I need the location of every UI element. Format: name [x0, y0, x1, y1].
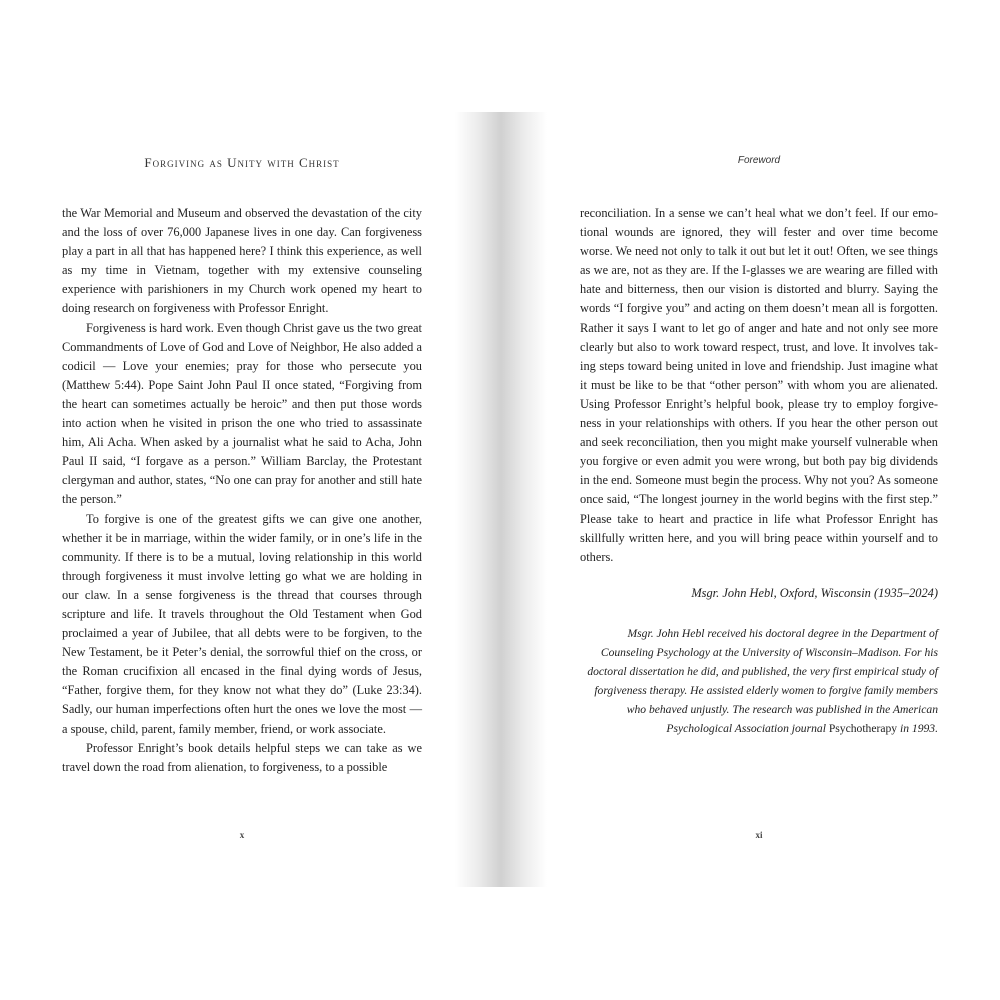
author-signature: Msgr. John Hebl, Oxford, Wisconsin (1935–2024): [691, 586, 938, 600]
journal-title: Psychotherapy: [828, 722, 898, 736]
paragraph: Professor Enright’s book details helpful steps we can take as we travel down the road from alienation, to forgiveness, to a possible: [62, 740, 422, 774]
right-page-body: [580, 204, 938, 567]
page-number-left: x: [239, 830, 245, 840]
left-page-body: [62, 204, 422, 777]
bio-text: Msgr. John Hebl received his doctoral degree in the Department of Counseling Psychology at the University of Wisconsin–Madison. For his doctoral dissertation he did, and published, the very first empirical study of forgiveness therapy. He assisted elderly women to forgive family members who behaved unjustly. The research was published in the American Psychological Association journal: [587, 627, 938, 736]
paragraph: reconciliation. In a sense we can’t heal what we don’t feel. If our emotional wounds are ignored, they will fester and over time become worse. We need not only to talk it out but let it out! Often, we see things as we are, not as they are. If the I-glasses we are wearing are filled with hate and bitterness, then our vision is distorted and blurry. Saying the words “I forgive you” and acting on them doesn’t mean all is forgotten. Rather it says I want to let go of anger and hate and not only see more clearly but also to work toward respect, trust, and love. It involves taking steps toward being united in love and friendship. Just imagine what it must be like to be that “other person” with whom you are alienated. Using Professor Enright’s helpful book, please try to employ forgiveness in your relationships with others. If you hear the other person out and seek reconciliation, then you might make yourself vulnerable when you forgive or even admit you were wrong, but both pay big dividends in the end. Someone must begin the process. Why not you? As someone once said, “The longest journey in the world begins with the first step.” Please take to heart and practice in life what Professor Enright has skillfully written here, and you will bring peace within yourself and to others.: [580, 206, 938, 564]
paragraph: Forgiveness is hard work. Even though Christ gave us the two great Commandments of Love of God and Love of Neighbor, He also added a codicil — Love your enemies; pray for those who persecute you (Matthew 5:44). Pope Saint John Paul II once stated, “Forgiving from the heart can sometimes actually be heroic” and then put those words into action when he visited in prison the one who tried to assassinate him, Ali Acha. When asked by a journalist what he said to Acha, John Paul II said, “I forgave as a person.” William Barclay, the Protestant clergyman and author, states, “No one can pray for another and still hate the person.”: [62, 320, 422, 507]
right-page: [580, 150, 938, 850]
left-page: [62, 150, 422, 850]
running-head-left: Forgiving as Unity with Christ: [144, 155, 340, 170]
page-number-right: xi: [755, 830, 763, 840]
paragraph: To forgive is one of the greatest gifts we can give one another, whether it be in marriage, within the wider family, or in one’s life in the community. If there is to be a mutual, loving relationship in this world through forgiveness it must involve letting go what we are holding in our claw. In a sense forgiveness is the thread that courses through scripture and life. It travels throughout the Old Testament when God proclaimed a year of Jubilee, that all debts were to be forgiven, to the New Testament, be it Peter’s denial, the sorrowful thief on the cross, or the Roman crucifixion all encased in the final dying words of Jesus, “Father, forgive them, for they know not what they do” (Luke 23:34). Sadly, our human imperfections often hurt the ones we love the most — a spouse, child, parent, family member, friend, or work associate.: [62, 511, 422, 736]
author-bio: [580, 624, 938, 739]
book-gutter-shadow: [455, 112, 547, 887]
running-head-right: Foreword: [737, 155, 781, 166]
bio-text-end: in 1993.: [897, 722, 938, 736]
paragraph: the War Memorial and Museum and observed the devastation of the city and the loss of over 76,000 Japanese lives in one day. Can forgiveness play a part in all that has happened here? I think this experience, as well as my time in Vietnam, together with my extensive counseling experience with parishioners in my Church work opened my heart to doing research on forgiveness with Professor Enright.: [62, 206, 422, 316]
